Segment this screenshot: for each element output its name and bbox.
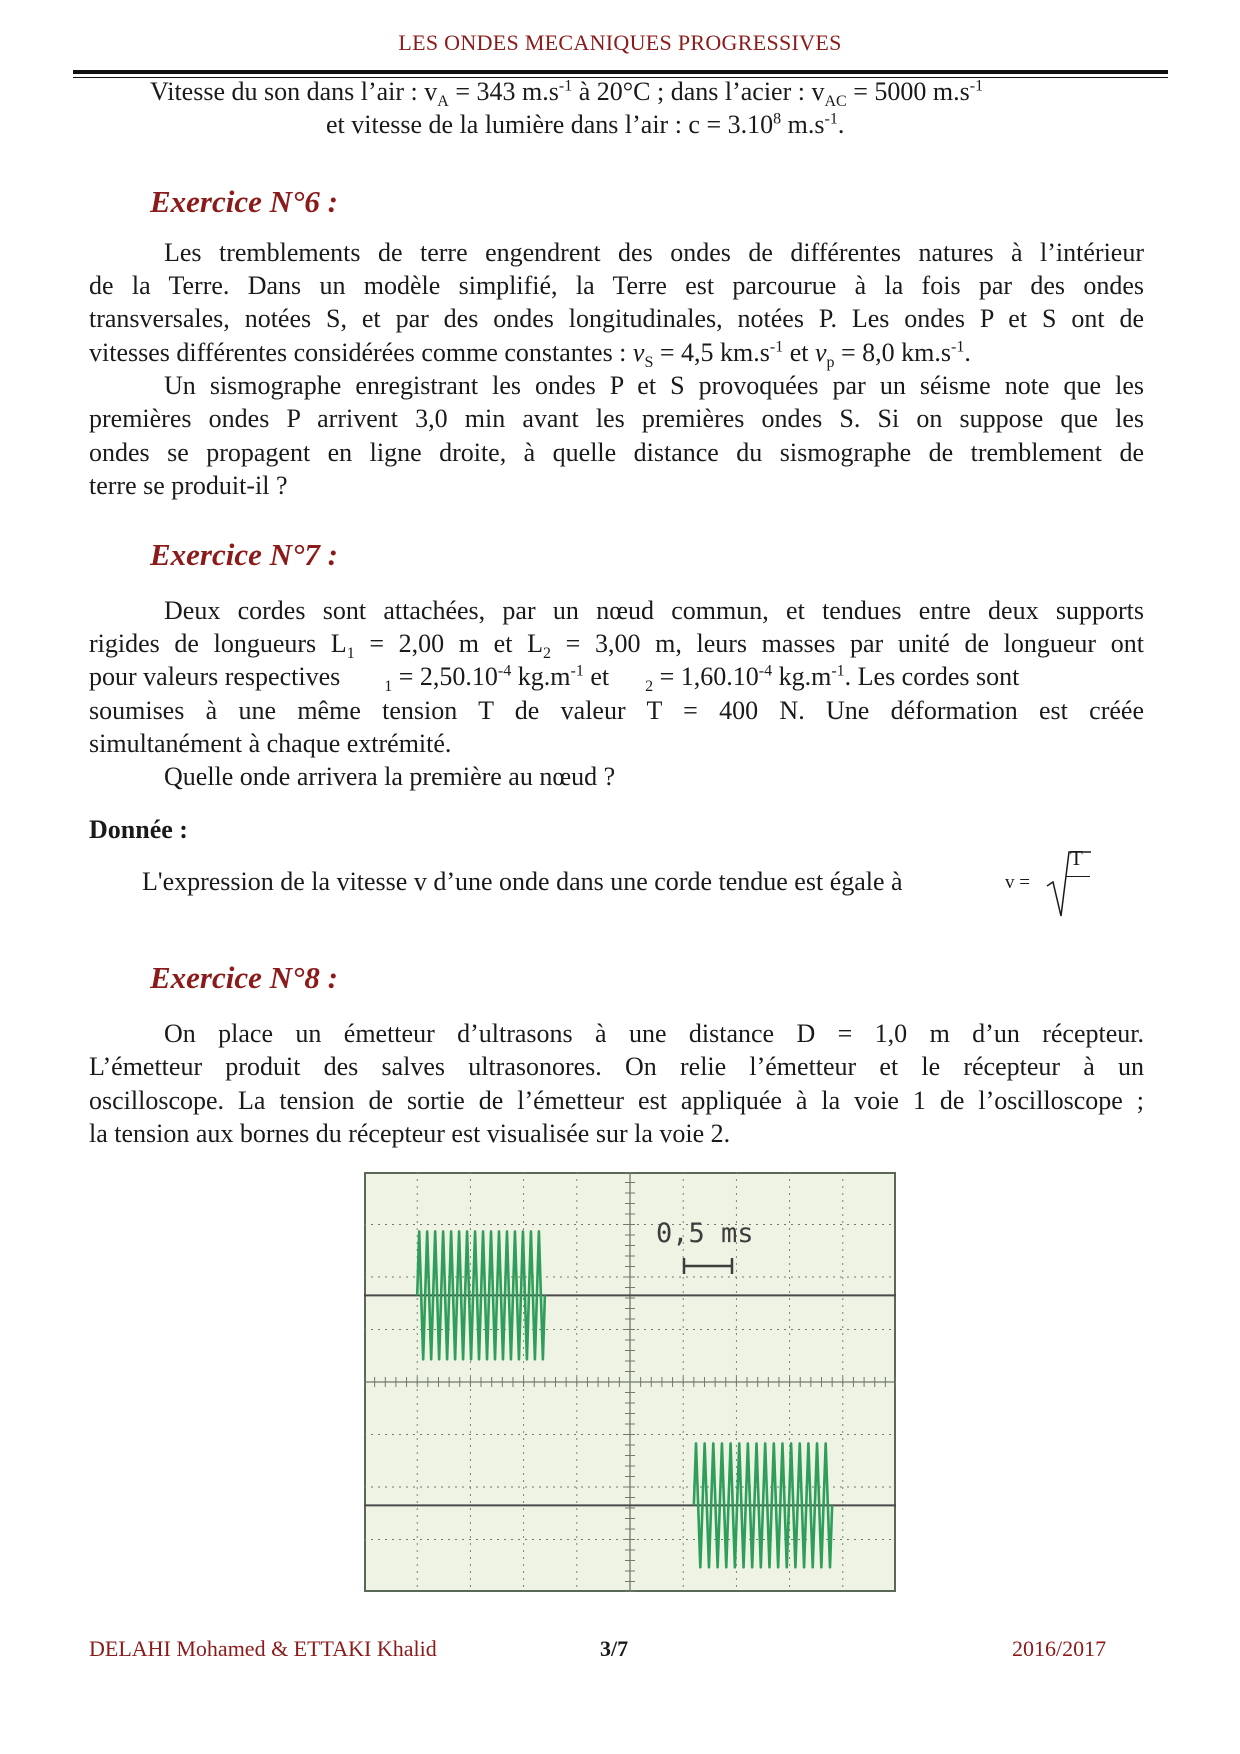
header-rule [73,70,1168,74]
ex7-line-6: Quelle onde arrivera la première au nœud ? [164,762,616,791]
intro-line-1: Vitesse du son dans l’air : $v_A = 343$ $m.s^{-1}$ à 20°C ; dans l’acier : $v_{AC} = 5000$ $m.s^{-1}$ [150,77,984,111]
ex8-line-1: On place un émetteur d’ultrasons à une distance D = 1,0 m d’un récepteur. [164,1019,1144,1048]
formula-numerator: T [1070,846,1083,870]
exercise-8-title: Exercice N°8 : [150,960,338,995]
footer-page-number: 3/7 [600,1636,629,1661]
fraction-bar [1066,876,1090,877]
ex6-line-4: vitesses différentes considérées comme constantes : $v_S = 4,5$ $km.s^{-1}$ et $v_p = 8,0$ $km.s^{-1}$. [89,338,971,372]
ex6-line-8: terre se produit-il ? [89,471,288,500]
ex8-line-3: oscilloscope. La tension de sortie de l’émetteur est appliquée à la voie 1 de l’oscilloscope ; [89,1086,1144,1115]
formula-lhs: v = [1005,872,1030,893]
ex6-line-6: premières ondes P arrivent 3,0 min avant les premières ondes S. Si on suppose que les [89,404,1144,433]
ex6-line-2: de la Terre. Dans un modèle simplifié, la Terre est parcourue à la fois par des ondes [89,271,1144,300]
ex6-line-1: Les tremblements de terre engendrent des ondes de différentes natures à l’intérieur [164,238,1144,267]
donnee-label: Donnée : [89,815,188,844]
ex6-line-7: ondes se propagent en ligne droite, à quelle distance du sismographe de tremblement de [89,438,1144,467]
ex7-line-3: pour valeurs respectives $_1 = 2,50.10^{-4}$ $kg.m^{-1}$ et $_2 = 1,60.10^{-4}$ $kg.m^{-1}$. Les cordes sont [89,662,1020,696]
page-header-title: LES ONDES MECANIQUES PROGRESSIVES [398,30,842,55]
ex8-line-2: L’émetteur produit des salves ultrasonores. On relie l’émetteur et le récepteur à un [89,1052,1144,1081]
intro-line-2: et vitesse de la lumière dans l’air : $c = 3.10^8$ $m.s^{-1}$. [326,110,845,139]
ex7-line-1: Deux cordes sont attachées, par un nœud commun, et tendues entre deux supports [164,596,1144,625]
ex7-line-5: simultanément à chaque extrémité. [89,729,452,758]
ex7-line-2: rigides de longueurs $L_1 = 2,00$ m et $L_2 = 3,00$ m, leurs masses par unité de longueur ont [89,629,1144,663]
footer-authors: DELAHI Mohamed & ETTAKI Khalid [89,1636,437,1661]
timebase-label: 0,5 ms [656,1218,754,1249]
ex7-line-4: soumises à une même tension T de valeur T = 400 N. Une déformation est créée [89,696,1144,725]
ex8-line-4: la tension aux bornes du récepteur est visualisée sur la voie 2. [89,1119,731,1148]
oscilloscope-figure [364,1172,896,1592]
exercise-6-title: Exercice N°6 : [150,184,338,219]
exercise-7-title: Exercice N°7 : [150,537,338,572]
footer-year: 2016/2017 [1012,1636,1107,1661]
ex6-line-5: Un sismographe enregistrant les ondes P et S provoquées par un séisme note que les [164,371,1144,400]
donnee-text: L'expression de la vitesse v d’une onde dans une corde tendue est égale à [142,867,903,896]
ex6-line-3: transversales, notées S, et par des ondes longitudinales, notées P. Les ondes P et S ont de [89,304,1144,333]
